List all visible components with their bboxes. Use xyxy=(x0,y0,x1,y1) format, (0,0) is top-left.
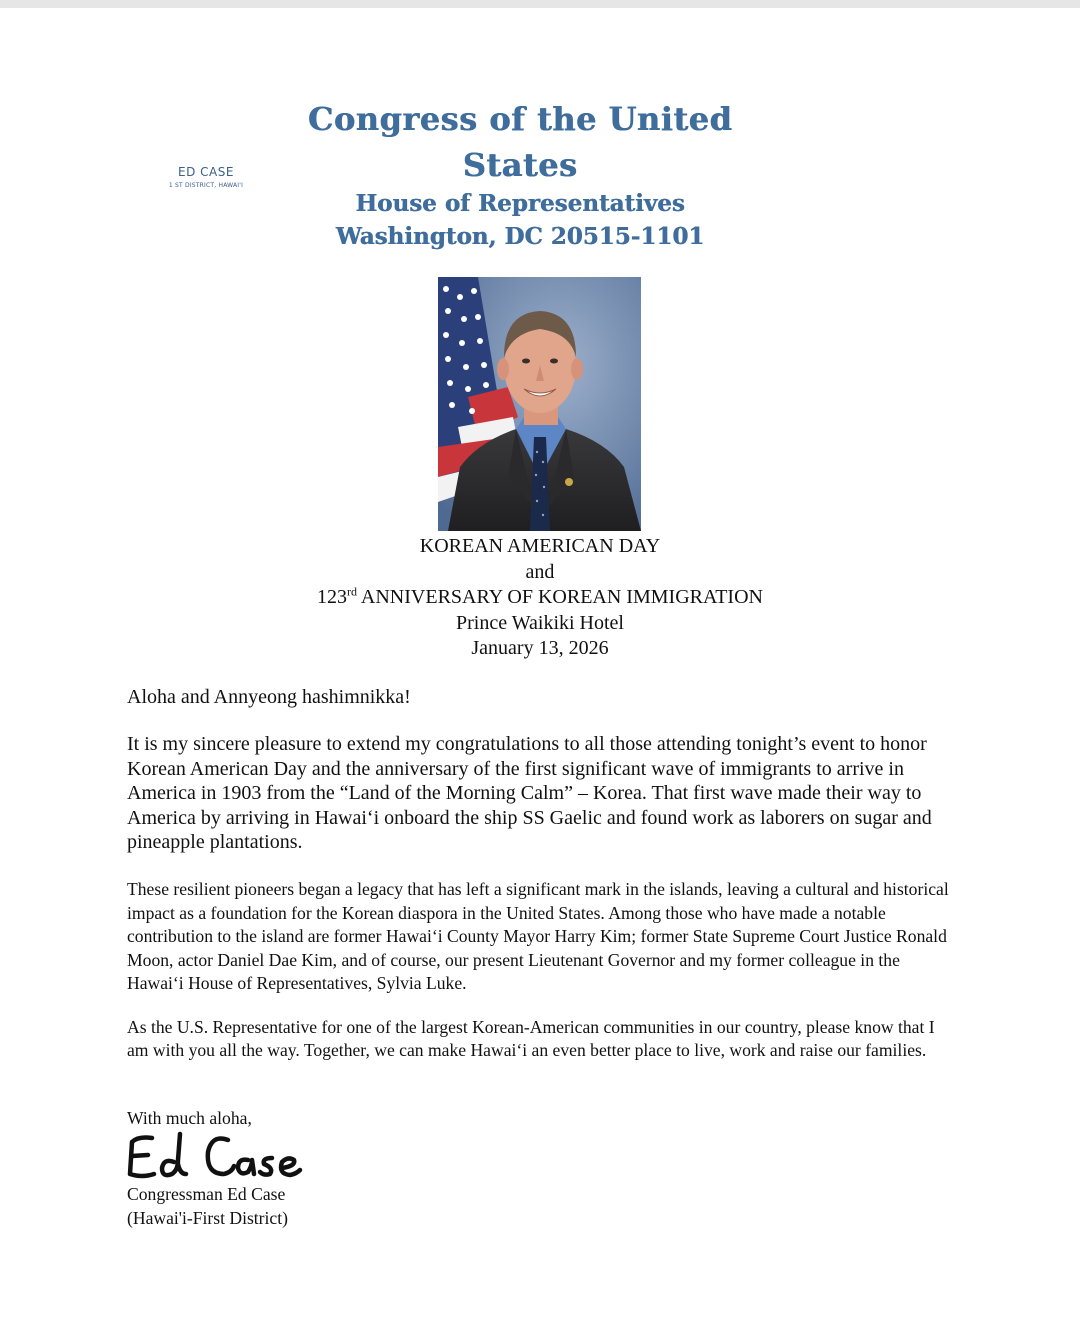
event-title-block xyxy=(240,534,840,662)
letter-closing: With much aloha, xyxy=(127,1108,252,1128)
letterhead-house: House of Representatives xyxy=(355,190,685,217)
letter-paragraph-2: These resilient pioneers began a legacy that has left a significant mark in the islands, leaving a cultural and historical impact as a foundation for the Korean diaspora in the United States. Among those who have made a notable contribution to the island are former Hawaiʻi County Mayor Harry Kim; former State Supreme Court Justice Ronald Moon, actor Daniel Dae Kim, and of course, our present Lieutenant Governor and my former colleague in the Hawaiʻi House of Representatives, Sylvia Luke. xyxy=(127,879,949,993)
letterhead xyxy=(260,96,780,254)
anniversary-number: 123 xyxy=(317,586,348,608)
letter-greeting: Aloha and Annyeong hashimnikka! xyxy=(127,686,411,708)
top-border-strip xyxy=(0,0,1080,8)
event-and: and xyxy=(525,560,555,583)
signer-name: Congressman Ed Case xyxy=(127,1184,286,1204)
member-block xyxy=(150,165,262,189)
member-district: 1 ST DISTRICT, HAWAI'I xyxy=(168,182,244,189)
letter-paragraph-1: It is my sincere pleasure to extend my congratulations to all those attending tonight’s event to honor Korean American Day and the anniversary of the first significant wave of immigrants to arrive in America in 1903 from the “Land of the Morning Calm” – Korea. That first wave made their way to America by arriving in Hawaiʻi onboard the ship SS Gaelic and found work as laborers on sugar and pineapple plantations. xyxy=(127,733,932,854)
event-anniversary xyxy=(240,585,840,611)
event-title: KOREAN AMERICAN DAY xyxy=(419,535,661,557)
letterhead-congress: Congress of the United States xyxy=(307,100,733,184)
event-date: January 13, 2026 xyxy=(471,637,609,659)
member-name: ED CASE xyxy=(178,165,234,179)
signer-district: (Hawai'i-First District) xyxy=(127,1208,288,1228)
anniversary-suffix: rd xyxy=(347,584,358,599)
official-portrait-photo xyxy=(438,277,641,531)
letterhead-address: Washington, DC 20515-1101 xyxy=(335,223,705,250)
letter-paragraph-3: As the U.S. Representative for one of the largest Korean-American communities in our country, please know that I am with you all the way. Together, we can make Hawaiʻi an even better place to live, work and raise our families. xyxy=(127,1017,935,1060)
handwritten-signature xyxy=(124,1128,306,1182)
event-venue: Prince Waikiki Hotel xyxy=(456,611,624,634)
anniversary-text: ANNIVERSARY OF KOREAN IMMIGRATION xyxy=(357,586,763,608)
